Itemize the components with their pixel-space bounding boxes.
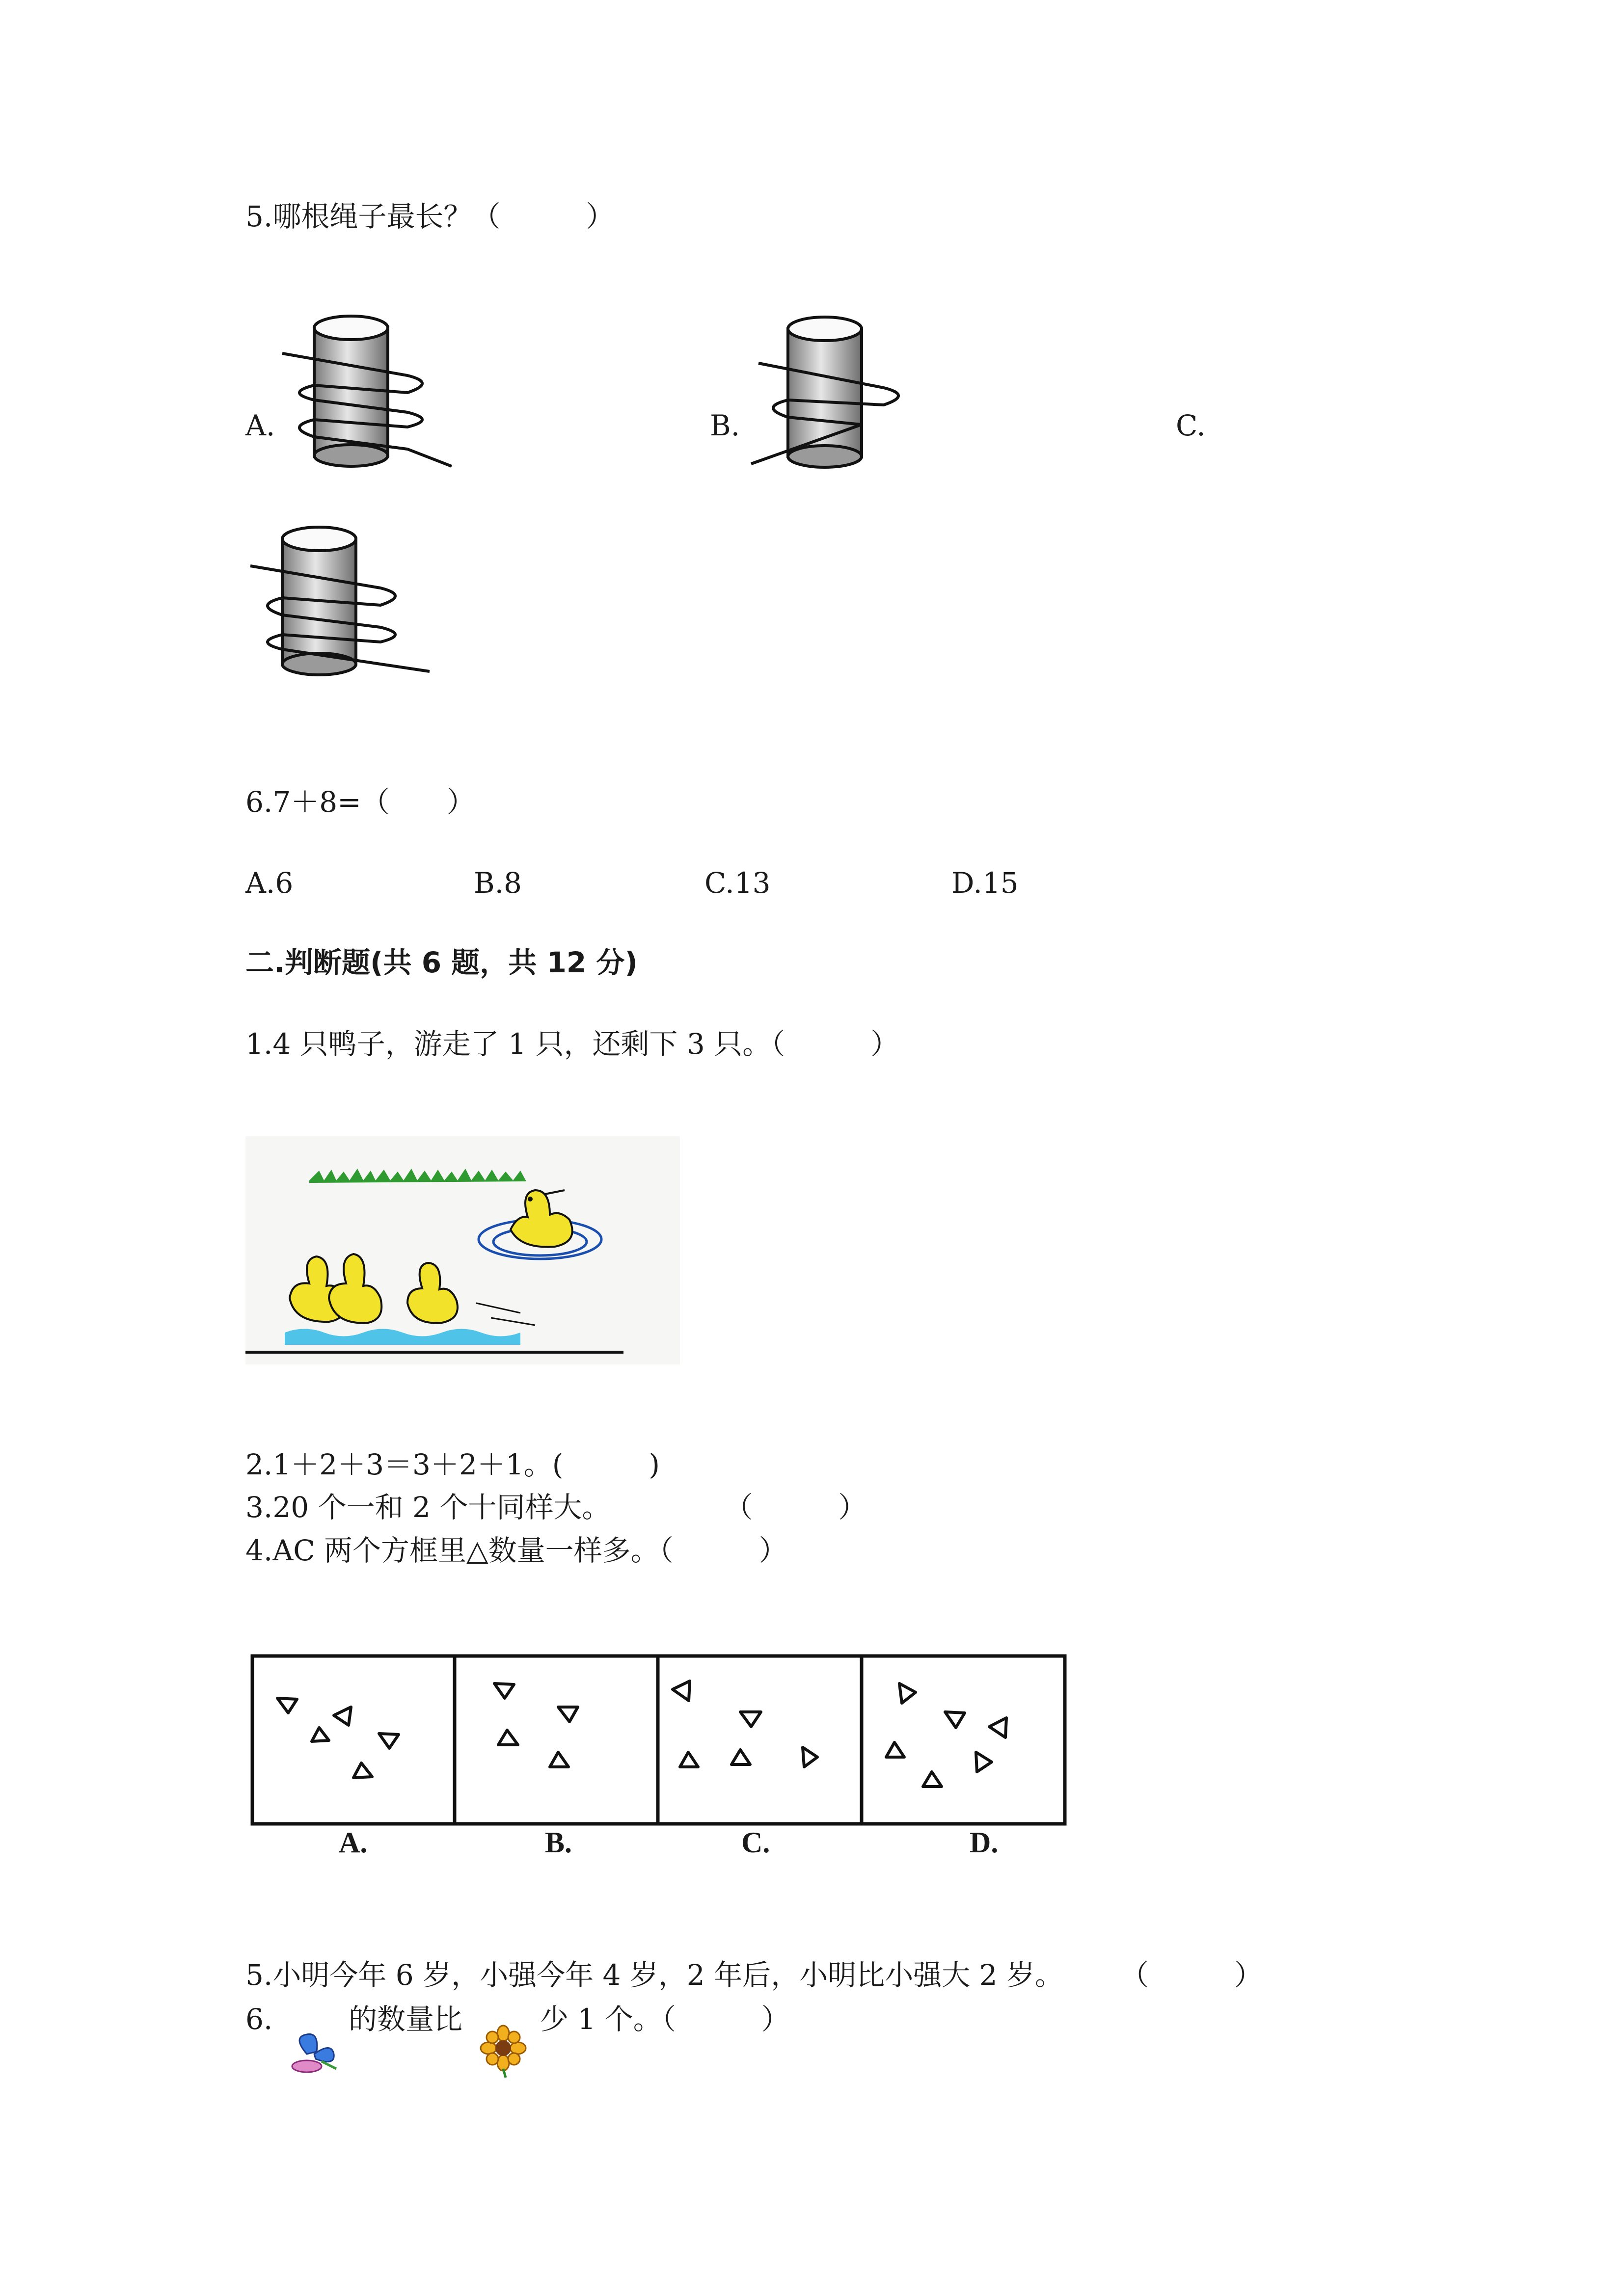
judge-item-6-text-1: 的数量比 (349, 2002, 463, 2036)
ducks-image (245, 1136, 680, 1364)
judge-item-1: 1.4 只鸭子，游走了 1 只，还剩下 3 只。（ ） (245, 1027, 899, 1061)
q6-question: 6.7＋8=（ ） (245, 785, 475, 819)
rope-cylinder-a-image (275, 314, 461, 476)
rope-cylinder-c-image (243, 524, 439, 686)
judge-item-2: 2.1＋2＋3＝3＋2＋1。( ) (245, 1448, 660, 1481)
q6-option-b: B.8 (474, 866, 522, 900)
judge-item-6-text-2: 少 1 个。（ ） (540, 2002, 790, 2036)
butterfly-icon (287, 2032, 341, 2076)
judge-item-3: 3.20 个一和 2 个十同样大。 （ ） (245, 1491, 867, 1524)
q5-option-b-label: B. (710, 409, 740, 442)
q5-question: 5.哪根绳子最长？（ ） (245, 200, 615, 233)
judge-item-5: 5.小明今年 6 岁，小强今年 4 岁，2 年后，小明比小强大 2 岁。 （ ） (245, 1958, 1263, 1992)
box-label-d: D. (970, 1826, 999, 1859)
box-label-c: C. (741, 1826, 770, 1859)
box-label-a: A. (339, 1826, 368, 1859)
q5-option-c-label: C. (1176, 409, 1206, 442)
box-label-b: B. (545, 1826, 572, 1859)
judge-item-6-number: 6. (245, 2002, 273, 2036)
triangle-boxes-image (250, 1654, 1068, 1833)
q6-option-a: A.6 (245, 866, 294, 900)
sunflower-icon (479, 2025, 528, 2079)
rope-cylinder-b-image (741, 314, 928, 476)
q5-option-a-label: A. (245, 409, 275, 442)
q6-option-c: C.13 (704, 866, 771, 900)
judge-item-4: 4.AC 两个方框里△数量一样多。（ ） (245, 1534, 787, 1567)
q6-option-d: D.15 (951, 866, 1019, 900)
section2-title: 二.判断题(共 6 题，共 12 分) (245, 946, 638, 979)
